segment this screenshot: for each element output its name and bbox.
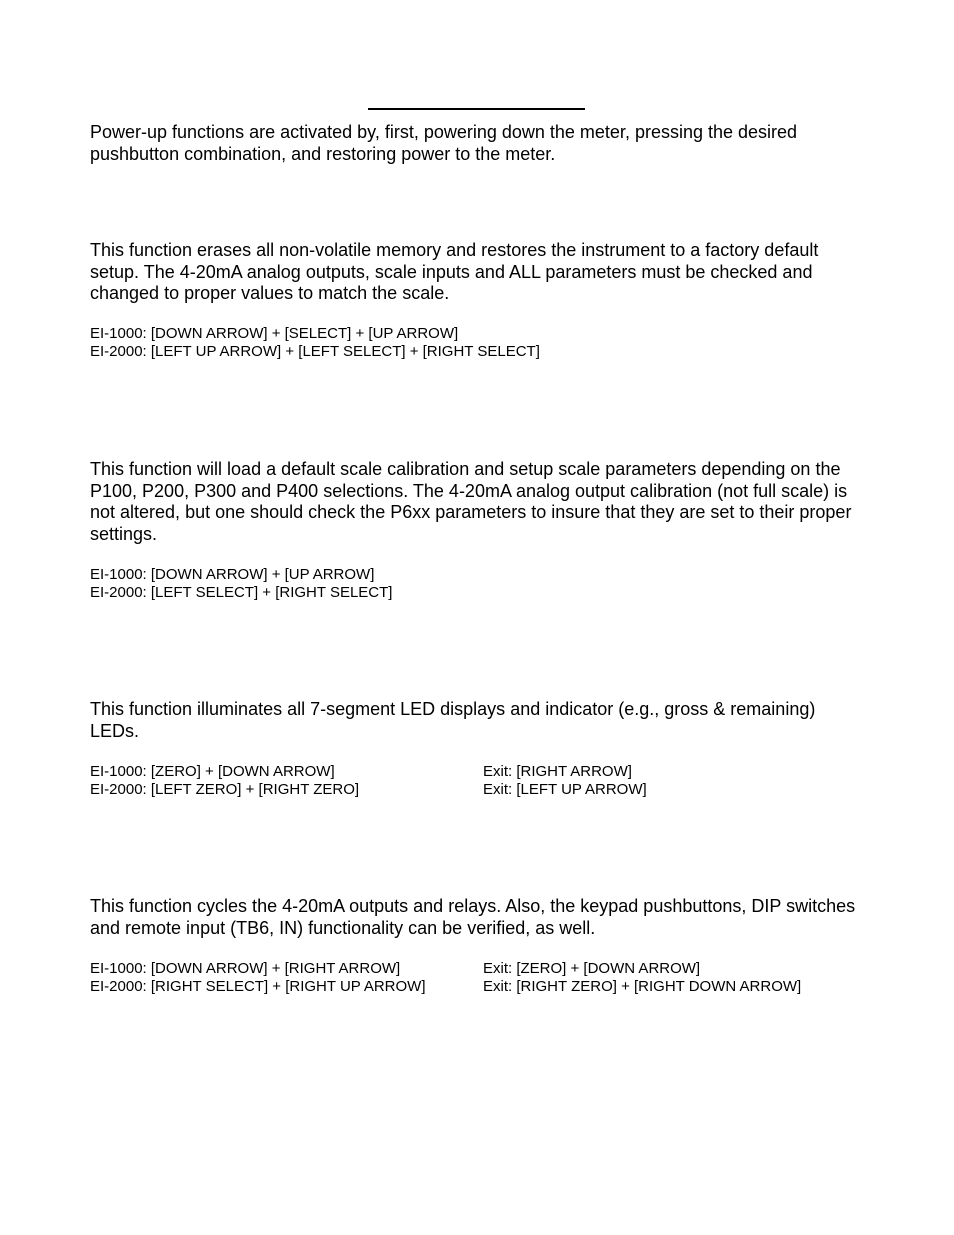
- section-3-description: This function illuminates all 7-segment LED displays and indicator (e.g., gross & remaining) LEDs.: [90, 699, 816, 741]
- section-4-description: This function cycles the 4-20mA outputs and relays. Also, the keypad pushbuttons, DIP switches and remote input (TB6, IN) functionality can be verified, as well.: [90, 896, 856, 938]
- section-4-ei1000-combo: EI-1000: [DOWN ARROW] + [RIGHT ARROW]: [90, 960, 401, 977]
- section-2-description: This function will load a default scale calibration and setup scale parameters depending on the P100, P200, P300 and P400 selections. The 4-20mA analog output calibration (not full scale) is not altered, but one should check the P6xx parameters to insure that they are set to their proper settings.: [90, 459, 852, 544]
- section-1-description: This function erases all non-volatile memory and restores the instrument to a factory default setup. The 4-20mA analog outputs, scale inputs and ALL parameters must be checked and changed to proper values to match the scale.: [90, 240, 819, 303]
- title-underline: [368, 108, 585, 110]
- section-3-ei1000-combo: EI-1000: [ZERO] + [DOWN ARROW]: [90, 763, 335, 780]
- section-1-ei2000-combo: EI-2000: [LEFT UP ARROW] + [LEFT SELECT] + [RIGHT SELECT]: [90, 343, 540, 360]
- section-1-ei1000-combo: EI-1000: [DOWN ARROW] + [SELECT] + [UP ARROW]: [90, 325, 459, 342]
- intro-paragraph: Power-up functions are activated by, first, powering down the meter, pressing the desired pushbutton combination, and restoring power to the meter.: [90, 122, 798, 164]
- section-3-ei1000-exit: Exit: [RIGHT ARROW]: [483, 763, 632, 780]
- section-4-ei1000-exit: Exit: [ZERO] + [DOWN ARROW]: [483, 960, 701, 977]
- section-4-ei2000-combo: EI-2000: [RIGHT SELECT] + [RIGHT UP ARROW]: [90, 978, 426, 995]
- section-3-ei2000-exit: Exit: [LEFT UP ARROW]: [483, 781, 647, 798]
- section-2-ei2000-combo: EI-2000: [LEFT SELECT] + [RIGHT SELECT]: [90, 584, 393, 601]
- section-4-ei2000-exit: Exit: [RIGHT ZERO] + [RIGHT DOWN ARROW]: [483, 978, 802, 995]
- section-2-ei1000-combo: EI-1000: [DOWN ARROW] + [UP ARROW]: [90, 566, 375, 583]
- section-3-ei2000-combo: EI-2000: [LEFT ZERO] + [RIGHT ZERO]: [90, 781, 360, 798]
